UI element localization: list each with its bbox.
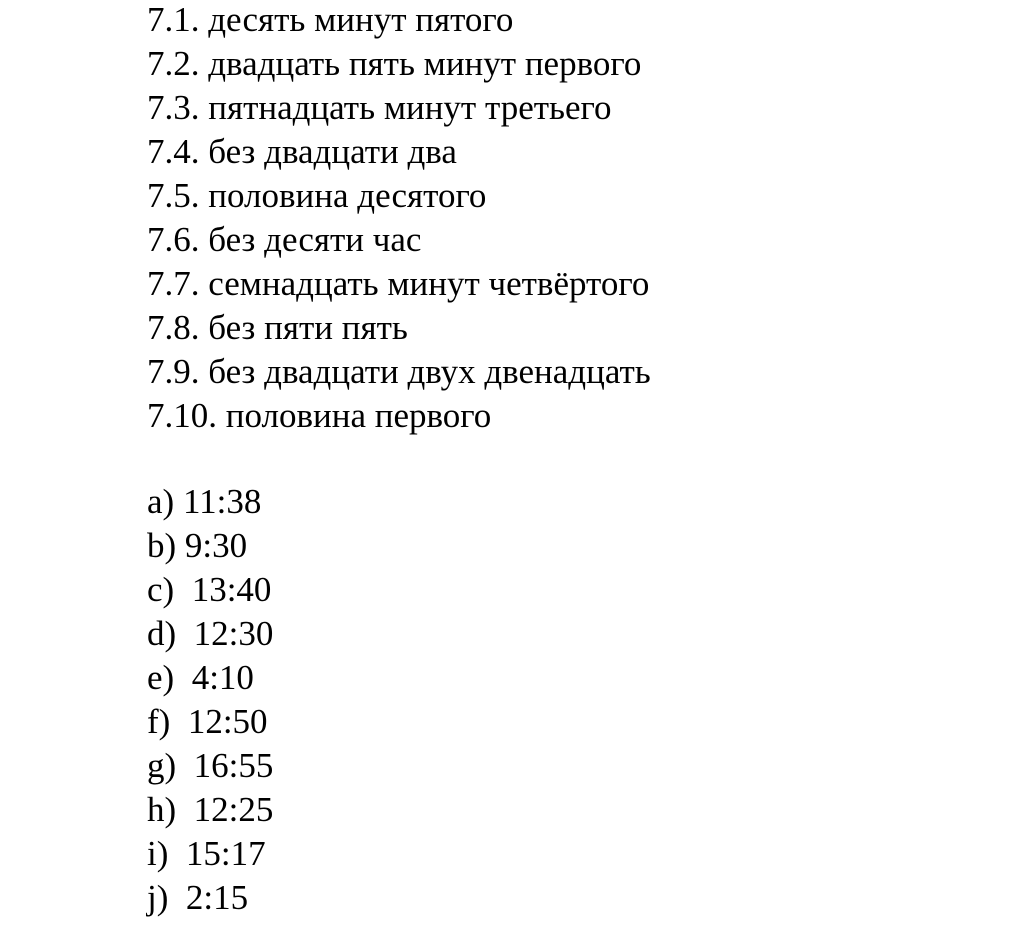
- answer-label: i): [147, 834, 169, 873]
- phrase-item: [147, 86, 651, 130]
- phrase-text: без пяти пять: [208, 308, 408, 347]
- answer-time: 16:55: [193, 746, 274, 785]
- answer-time: 12:30: [193, 614, 274, 653]
- phrase-number: 7.1.: [147, 0, 200, 39]
- answer-label: a): [147, 482, 175, 521]
- phrase-item: [147, 42, 651, 86]
- phrase-text: семнадцать минут четвёртого: [208, 264, 650, 303]
- answer-item: [147, 788, 273, 832]
- phrase-text: половина десятого: [208, 176, 487, 215]
- answer-item: [147, 612, 273, 656]
- phrase-item: [147, 174, 651, 218]
- phrase-text: без двадцати два: [208, 132, 457, 171]
- answer-time: 11:38: [182, 482, 262, 521]
- phrase-text: без двадцати двух двенадцать: [208, 352, 651, 391]
- phrase-item: [147, 394, 651, 438]
- answer-label: e): [147, 658, 175, 697]
- answer-label: h): [147, 790, 177, 829]
- answer-label: c): [147, 570, 175, 609]
- answer-label: g): [147, 746, 177, 785]
- answer-label: b): [147, 526, 177, 565]
- answer-time: 9:30: [184, 526, 248, 565]
- phrase-number: 7.7.: [147, 264, 200, 303]
- answer-time: 2:15: [185, 878, 249, 917]
- phrase-number: 7.5.: [147, 176, 200, 215]
- phrase-number: 7.2.: [147, 44, 200, 83]
- phrase-item: [147, 306, 651, 350]
- answer-item: [147, 524, 273, 568]
- answer-label: j): [147, 878, 169, 917]
- answer-time: 12:50: [187, 702, 268, 741]
- answer-time: 4:10: [191, 658, 254, 697]
- phrase-number: 7.9.: [147, 352, 200, 391]
- phrase-text: половина первого: [225, 396, 492, 435]
- answer-item: [147, 832, 273, 876]
- answer-item: [147, 876, 273, 920]
- phrase-item: [147, 218, 651, 262]
- phrase-text: без десяти час: [208, 220, 422, 259]
- phrase-item: [147, 262, 651, 306]
- answer-time: 15:17: [185, 834, 266, 873]
- answer-item: [147, 656, 273, 700]
- phrase-number: 7.6.: [147, 220, 200, 259]
- phrase-text: десять минут пятого: [208, 0, 514, 39]
- phrase-number: 7.8.: [147, 308, 200, 347]
- answer-list: [147, 480, 273, 920]
- phrase-number: 7.3.: [147, 88, 200, 127]
- phrase-item: [147, 130, 651, 174]
- answer-item: [147, 480, 273, 524]
- answer-time: 12:25: [193, 790, 274, 829]
- answer-item: [147, 744, 273, 788]
- answer-label: d): [147, 614, 177, 653]
- phrase-item: [147, 350, 651, 394]
- document-page: [147, 0, 1033, 945]
- answer-label: f): [147, 702, 171, 741]
- phrase-list: [147, 0, 651, 438]
- answer-time: 13:40: [191, 570, 272, 609]
- phrase-number: 7.4.: [147, 132, 200, 171]
- phrase-item: [147, 0, 651, 42]
- phrase-text: пятнадцать минут третьего: [208, 88, 612, 127]
- phrase-text: двадцать пять минут первого: [208, 44, 642, 83]
- answer-item: [147, 700, 273, 744]
- phrase-number: 7.10.: [147, 396, 217, 435]
- answer-item: [147, 568, 273, 612]
